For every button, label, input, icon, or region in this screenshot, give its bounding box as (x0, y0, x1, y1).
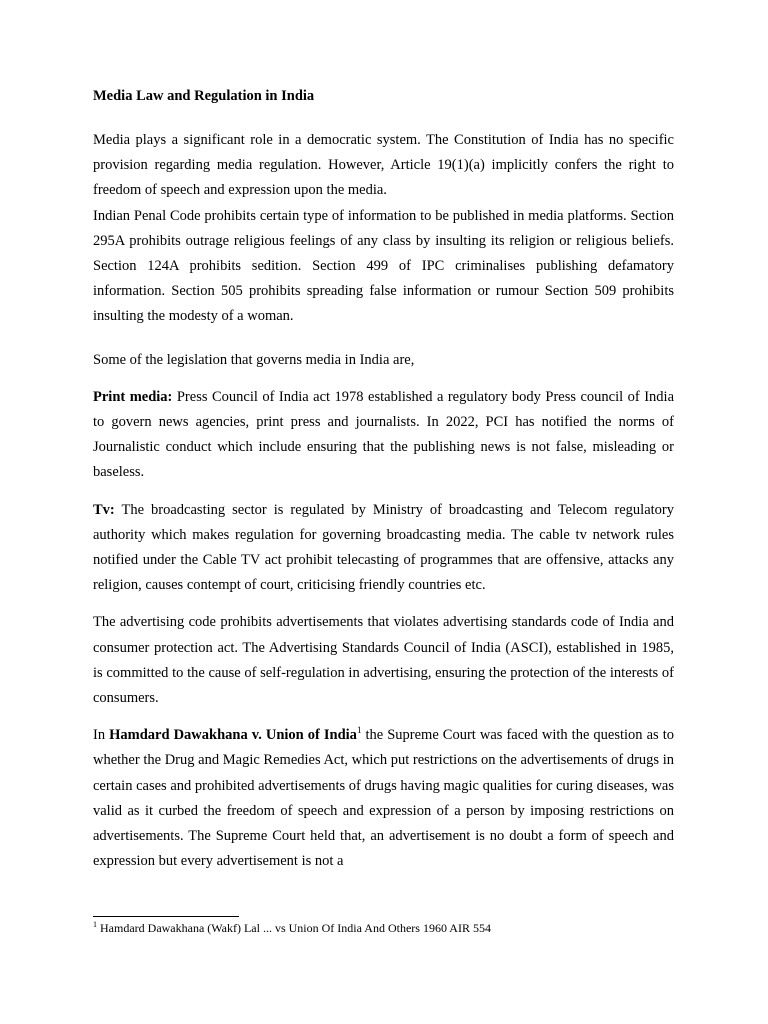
intro-paragraph-2: Indian Penal Code prohibits certain type of information to be published in media platforms. Section 295A prohibits outrage religious feelings of any class by insulting its religion or religious beliefs. Section 124A prohibits sedition. Section 499 of IPC criminalises publishing defamatory information. Section 505 prohibits spreading false information or rumour Section 509 prohibits insulting the modesty of a woman. (93, 207, 674, 325)
case-text: the Supreme Court was faced with the question as to whether the Drug and Magic Remedies Act, which put restrictions on the advertisements of drugs in certain cases and prohibited advertisements of drugs having magic qualities for curing diseases, was valid as it curbed the freedom of speech and expression of a person by imposing restrictions on advertisements. The Supreme Court held that, an advertisement is no doubt a form of speech and expression but every advertisement is not a (93, 727, 674, 870)
case-name: Hamdard Dawakhana v. Union of India (109, 727, 357, 744)
tv-paragraph (93, 498, 674, 599)
document-title: Media Law and Regulation in India (93, 88, 315, 104)
footnote-text: Hamdard Dawakhana (Wakf) Lal ... vs Union Of India And Others 1960 AIR 554 (97, 921, 491, 935)
print-media-paragraph (93, 385, 674, 486)
case-paragraph (93, 723, 674, 874)
intro-paragraph-1: Media plays a significant role in a democratic system. The Constitution of India has no specific provision regarding media regulation. However, Article 19(1)(a) implicitly confers the right to freedom of speech and expression upon the media. (93, 132, 674, 199)
legislation-intro-paragraph: Some of the legislation that governs media in India are, (93, 351, 415, 368)
footnote-number: 1 (93, 920, 97, 929)
document-body (93, 86, 674, 874)
footnote (93, 920, 693, 936)
tv-text: The broadcasting sector is regulated by Ministry of broadcasting and Telecom regulatory authority which makes regulation for governing broadcasting media. The cable tv network rules notified under the Cable TV act prohibit telecasting of programmes that are offensive, attacks any religion, causes contempt of court, criticising friendly countries etc. (93, 501, 674, 594)
footnote-divider (93, 916, 239, 917)
advertising-paragraph: The advertising code prohibits advertisements that violates advertising standards code of India and consumer protection act. The Advertising Standards Council of India (ASCI), established in 1985, is committed to the cause of self-regulation in advertising, ensuring the protection of the interests of consumers. (93, 614, 674, 707)
print-media-label: Print media: (93, 388, 173, 405)
case-prefix: In (93, 727, 110, 744)
print-media-text: Press Council of India act 1978 established a regulatory body Press council of India to govern news agencies, print press and journalists. In 2022, PCI has notified the norms of Journalistic conduct which include ensuring that the publishing news is not false, misleading or baseless. (93, 388, 674, 481)
tv-label: Tv: (93, 501, 115, 518)
footnote-reference[interactable]: 1 (356, 725, 362, 736)
